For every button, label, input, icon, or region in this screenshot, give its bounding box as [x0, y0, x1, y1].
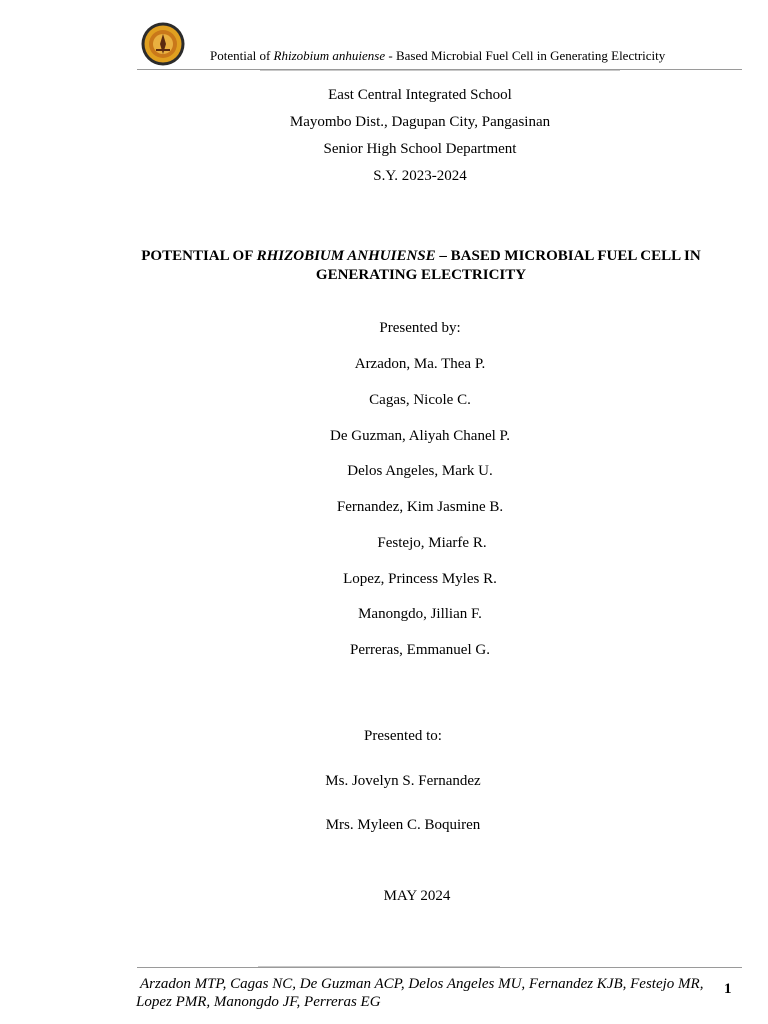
- school-year: S.Y. 2023-2024: [373, 168, 467, 184]
- author-name: Lopez, Princess Myles R.: [343, 571, 497, 587]
- presented-to-label: Presented to:: [364, 728, 442, 744]
- running-header: Potential of Rhizobium anhuiense - Based Microbial Fuel Cell in Generating Electricity: [210, 48, 666, 63]
- footer-author-citation: Arzadon MTP, Cagas NC, De Guzman ACP, Delos Angeles MU, Fernandez KJB, Festejo MR, Lopez PMR, Manongdo JF, Perreras EG: [136, 976, 704, 1010]
- presented-by-label: Presented by:: [379, 320, 461, 336]
- author-name: Perreras, Emmanuel G.: [350, 642, 490, 658]
- author-name: Cagas, Nicole C.: [369, 392, 471, 408]
- author-name: Delos Angeles, Mark U.: [347, 463, 493, 479]
- author-name: De Guzman, Aliyah Chanel P.: [330, 428, 510, 444]
- school-address: Mayombo Dist., Dagupan City, Pangasinan: [289, 114, 551, 130]
- recipient-name: Mrs. Myleen C. Boquiren: [325, 817, 481, 833]
- school-department: Senior High School Department: [323, 141, 517, 157]
- page-number: 1: [724, 981, 732, 997]
- school-seal-icon: [141, 22, 185, 66]
- author-name: Arzadon, Ma. Thea P.: [354, 356, 486, 372]
- author-name: Fernandez, Kim Jasmine B.: [336, 499, 504, 515]
- school-info: [130, 82, 710, 190]
- footer-rule: [137, 967, 742, 968]
- school-name: East Central Integrated School: [328, 87, 512, 103]
- document-title: POTENTIAL OF RHIZOBIUM ANHUIENSE – BASED MICROBIAL FUEL CELL IN GENERATING ELECTRICITY: [141, 248, 701, 283]
- header-rule-accent: [260, 70, 620, 71]
- recipient-name: Ms. Jovelyn S. Fernandez: [325, 773, 481, 789]
- document-date: MAY 2024: [383, 888, 451, 904]
- author-name: Manongdo, Jillian F.: [358, 606, 482, 622]
- author-name: Festejo, Miarfe R.: [377, 535, 487, 551]
